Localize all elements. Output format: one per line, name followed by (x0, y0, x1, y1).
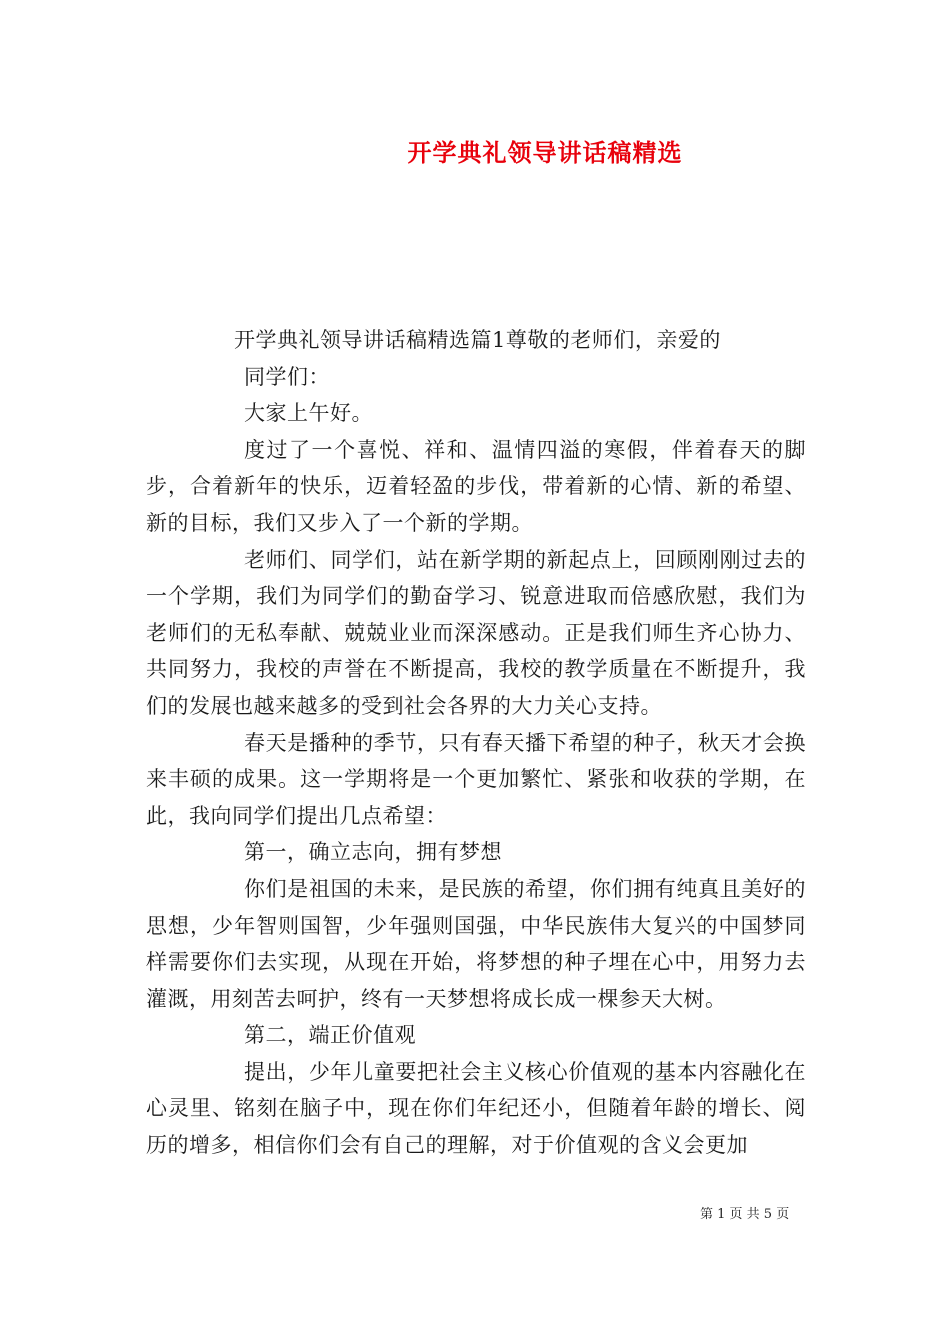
document-body (146, 322, 806, 1164)
document-title: 开学典礼领导讲话稿精选 (407, 138, 683, 167)
section-heading-2: 第二，端正价值观 (244, 1023, 416, 1048)
paragraph: 度过了一个喜悦、祥和、温情四溢的寒假，伴着春天的脚步，合着新年的快乐，迈着轻盈的步伐，带着新的心情、新的希望、新的目标，我们又步入了一个新的学期。 (146, 437, 806, 535)
paragraph: 老师们、同学们，站在新学期的新起点上，回顾刚刚过去的一个学期，我们为同学们的勤奋学习、锐意进取而倍感欣慰，我们为老师们的无私奉献、兢兢业业而深深感动。正是我们师生齐心协力、共同努力，我校的声誉在不断提高，我校的教学质量在不断提升，我们的发展也越来越多的受到社会各界的大力关心支持。 (146, 547, 806, 718)
section-heading-1: 第一，确立志向，拥有梦想 (244, 840, 502, 865)
paragraph: 你们是祖国的未来，是民族的希望，你们拥有纯真且美好的思想，少年智则国智，少年强则国强，中华民族伟大复兴的中国梦同样需要你们去实现，从现在开始，将梦想的种子埋在心中，用努力去灌溉，用刻苦去呵护，终有一天梦想将成长成一棵参天大树。 (146, 876, 806, 1011)
salutation: 同学们： (244, 364, 330, 389)
paragraph: 提出，少年儿童要把社会主义核心价值观的基本内容融化在心灵里、铭刻在脑子中，现在你们年纪还小，但随着年龄的增长、阅历的增多，相信你们会有自己的理解，对于价值观的含义会更加 (146, 1059, 806, 1158)
paragraph: 春天是播种的季节，只有春天播下希望的种子，秋天才会换来丰硕的成果。这一学期将是一个更加繁忙、紧张和收获的学期，在此，我向同学们提出几点希望： (146, 730, 806, 828)
page-number: 第 1 页 共 5 页 (700, 1207, 790, 1222)
intro-line: 开学典礼领导讲话稿精选篇1尊敬的老师们，亲爱的 (234, 328, 721, 352)
greeting: 大家上午好。 (244, 401, 373, 426)
